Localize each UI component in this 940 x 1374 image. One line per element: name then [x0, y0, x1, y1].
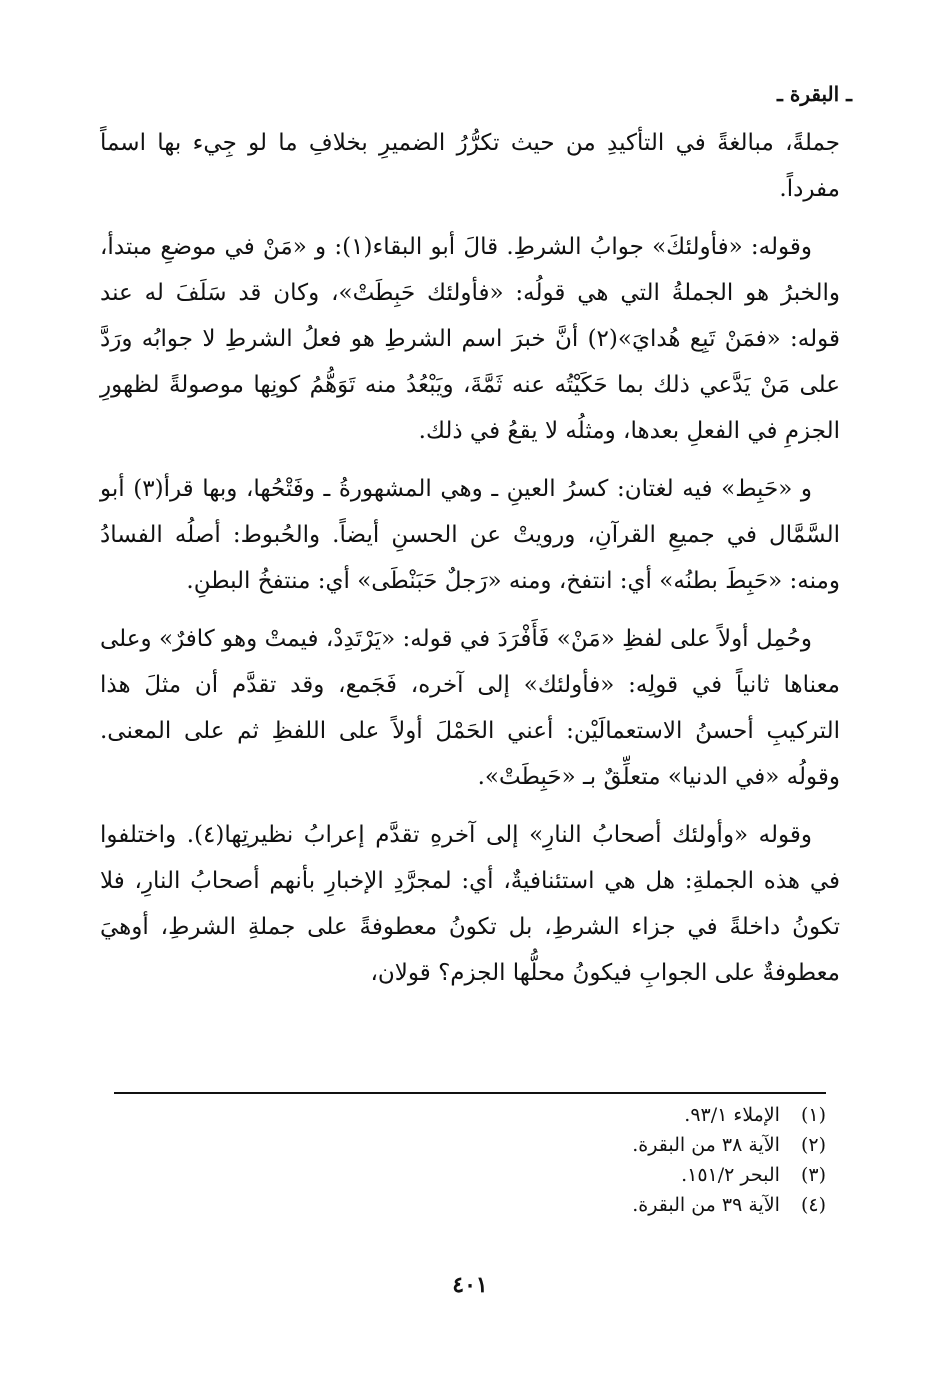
footnotes [114, 1100, 826, 1220]
footnote-text: الآية ٣٩ من البقرة. [632, 1194, 780, 1216]
footnote-text: الإملاء ٩٣/١. [684, 1104, 780, 1126]
footnote-number: (٢) [800, 1134, 826, 1156]
paragraph: جملةً، مبالغةً في التأكيدِ من حيث تكرُّرُ الضميرِ بخلافِ ما لو جِيء بها اسماً مفرداً. [100, 130, 840, 202]
footnote-number: (٤) [800, 1194, 826, 1216]
footnote-text: البحر ١٥١/٢. [681, 1164, 780, 1186]
paragraph: وحُمِل أولاً على لفظِ «مَنْ» فَأَفْرَدَ في قوله: «يَرْتَدِدْ، فيمتْ وهو كافرٌ» وعلى معناها ثانياً في قولِه: «فأولئك» إلى آخره، فَجَمع، وقد تقدَّم أن مثلَ هذا التركيبِ أحسنُ الاستعمالَيْن: أعني الحَمْلَ أولاً على اللفظِ ثم على المعنى. وقولُه «في الدنيا» متعلِّقٌ بـ «حَبِطَتْ». [100, 626, 840, 790]
page-number: ٤٠١ [452, 1272, 488, 1298]
footnote [114, 1100, 826, 1130]
footnote [114, 1130, 826, 1160]
paragraph: وقوله «وأولئك أصحابُ النارِ» إلى آخرهِ تقدَّم إعرابُ نظيرتِها(٤). واختلفوا في هذه الجملةِ: هل هي استئنافيةٌ، أي: لمجرَّدِ الإخبارِ بأنهم أصحابُ النارِ، فلا تكونُ داخلةً في جزاء الشرطِ، بل تكونُ معطوفةً على جملةِ الشرطِ، أوهيَ معطوفةٌ على الجوابِ فيكونُ محلُّها الجزم؟ قولان، [100, 822, 840, 986]
footnote-divider [114, 1092, 826, 1094]
footnote [114, 1160, 826, 1190]
paragraph: وقوله: «فأولئكَ» جوابُ الشرطِ. قالَ أبو البقاء(١): و «مَنْ في موضعِ مبتدأ، والخبرُ هو الجملةُ التي هي قولُه: «فأولئك حَبِطَتْ»، وكان قد سَلَفَ له عند قوله: «فمَنْ تَبِع هُدايَ»(٢) أنَّ خبرَ اسم الشرطِ هو فعلُ الشرطِ لا جوابُه ورَدَّ على مَنْ يَدَّعي ذلك بما حَكَيْتُه عنه ثَمَّةَ، ويَبْعُدُ منه تَوَهُّمُ كونِها موصولةً لظهورِ الجزمِ في الفعلِ بعدها، ومثلُه لا يقعُ في ذلك. [100, 234, 840, 444]
body-text [100, 120, 840, 1008]
running-header: ـ البقرة ـ [777, 82, 852, 106]
footnote-text: الآية ٣٨ من البقرة. [632, 1134, 780, 1156]
footnote-number: (١) [800, 1104, 826, 1126]
footnote-number: (٣) [800, 1164, 826, 1186]
paragraph: و «حَبِط» فيه لغتان: كسرُ العينِ ـ وهي المشهورةُ ـ وفَتْحُها، وبها قرأ(٣) أبو السَّمَّال في جميعِ القرآنِ، ورويتْ عن الحسنِ أيضاً. والحُبوط: أصلُه الفسادُ ومنه: «حَبِطَ بطنُه» أي: انتفخ، ومنه «رَجلٌ حَبَنْطَى» أي: منتفخُ البطنِ. [100, 476, 840, 594]
footnote [114, 1190, 826, 1220]
